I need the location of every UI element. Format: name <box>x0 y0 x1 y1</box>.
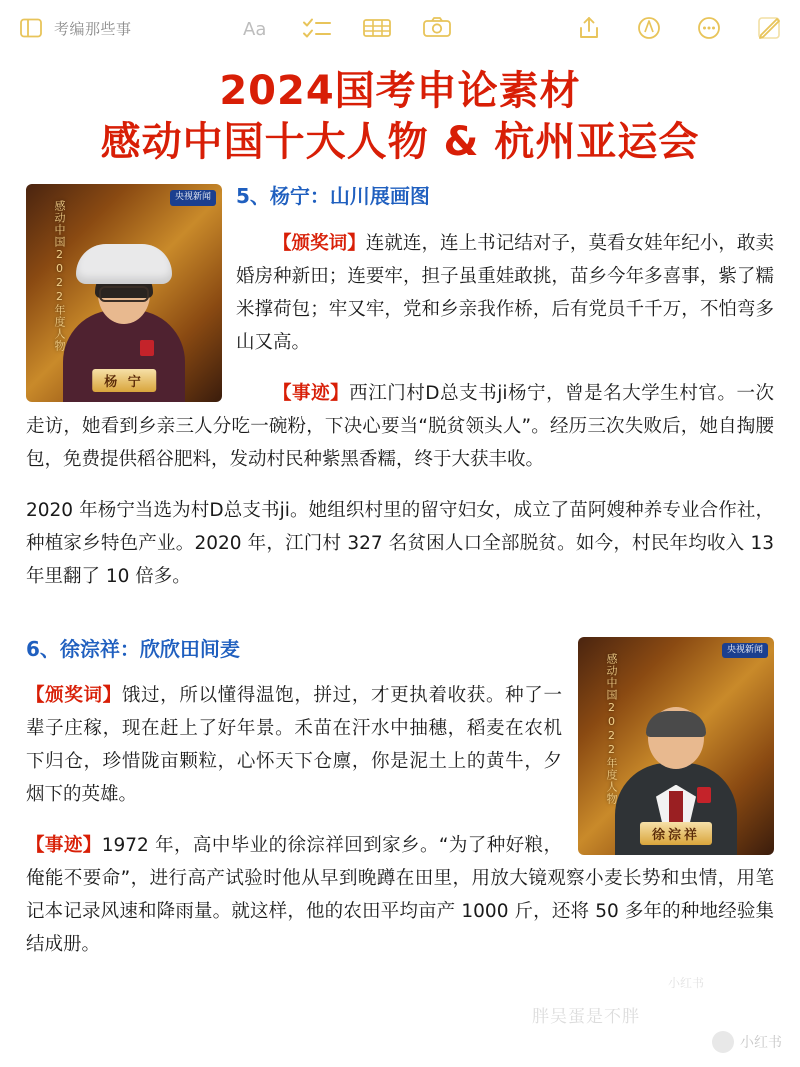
portrait-hair <box>646 711 706 737</box>
text-format-icon[interactable] <box>242 15 268 41</box>
toolbar-right-group <box>576 15 782 41</box>
section-heading-6: 6、徐淙祥：欣欣田间麦 <box>26 636 240 661</box>
watermark-small: 小红书 <box>667 976 704 990</box>
deeds-text-6: 1972 年，高中毕业的徐淙祥回到家乡。“为了种好粮，俺能不要命”，进行高产试验时他从早到晚蹲在田里，用放大镜观察小麦长势和虫情，用笔记本记录风速和降雨量。就这样，他的农田平均亩产 1000 斤，还将 50 多年的种地经验集结成册。 <box>26 835 774 956</box>
watermark-brand <box>712 1031 782 1053</box>
section-xu-congxiang <box>26 633 774 981</box>
compose-icon[interactable] <box>756 15 782 41</box>
more-options-icon[interactable] <box>696 15 722 41</box>
watermark-avatar-icon <box>712 1031 734 1053</box>
document-title[interactable]: 考编那些事 <box>54 20 132 38</box>
award-vertical-text: 感动中国2022年度人物 <box>605 652 618 805</box>
app-toolbar <box>0 0 800 56</box>
deeds-label-6: 【事迹】 <box>26 835 102 857</box>
award-label-5: 【颁奖词】 <box>273 232 366 254</box>
share-icon[interactable] <box>576 15 602 41</box>
page-title-line-1: 2024国考申论素材 <box>219 68 581 114</box>
watermark-author: 胖吴蛋是不胖 <box>532 1007 640 1027</box>
checklist-icon[interactable] <box>302 15 328 41</box>
toolbar-left-group <box>18 15 132 41</box>
section-heading-5: 5、杨宁：山川展画图 <box>236 184 430 209</box>
document-body <box>0 174 800 980</box>
portrait-figure-yang-ning <box>26 184 222 402</box>
camera-icon[interactable] <box>422 15 448 41</box>
portrait-name-plate: 杨 宁 <box>92 369 156 392</box>
portrait-figure-xu-congxiang <box>578 637 774 855</box>
award-text-6: 饿过，所以懂得温饱，拼过，才更执着收获。种了一辈子庄稼，现在赶上了好年景。禾苗在汗水中抽穗，稻麦在农机下归仓，珍惜陇亩颗粒，心怀天下仓廪，你是泥土上的黄牛，夕烟下的英雄。 <box>26 685 562 805</box>
sidebar-toggle-icon[interactable] <box>18 15 44 41</box>
award-label-6: 【颁奖词】 <box>26 685 122 707</box>
portrait-name-plate: 徐淙祥 <box>640 822 712 845</box>
table-icon[interactable] <box>362 15 388 41</box>
award-vertical-text: 感动中国2022年度人物 <box>53 200 66 353</box>
paragraph-extra-5: 2020 年杨宁当选为村D总支书ji。她组织村里的留守妇女，成立了苗阿嫂种养专业合作社，种植家乡特色产业。2020 年，江门村 327 名贫困人口全部脱贫。如今，村民年均收入 13 年里翻了 10 倍多。 <box>26 500 774 588</box>
markup-pen-icon[interactable] <box>636 15 662 41</box>
portrait-badge <box>697 787 711 803</box>
svg-text:Aa: Aa <box>242 19 266 40</box>
section-yang-ning <box>26 180 774 612</box>
award-text-5: 连就连，连上书记结对子，莫看女娃年纪小，敢卖婚房种新田；连要牢，担子虽重娃敢挑，苗乡今年多喜事，紫了糯米撑荷包；牢又牢，党和乡亲我作桥，后有党员千千万，不怕弯多山又高。 <box>236 232 774 353</box>
toolbar-middle-group <box>242 15 448 41</box>
deeds-text-5: 西江门村D总支书ji杨宁，曾是名大学生村官。一次走访，她看到乡亲三人分吃一碗粉，下决心要当“脱贫领头人”。经历三次失败后，她自掏腰包，免费提供稻谷肥料，发动村民种紫黑香糯，终于大获丰收。 <box>26 383 774 470</box>
cctv-news-badge: 央视新闻 <box>170 190 216 206</box>
portrait-glasses <box>99 286 149 302</box>
page-title-line-2: 感动中国十大人物 & 杭州亚运会 <box>100 119 700 166</box>
cctv-news-badge: 央视新闻 <box>722 643 768 659</box>
portrait-headdress <box>76 244 172 284</box>
portrait-badge <box>140 340 154 356</box>
watermark-brand-label: 小红书 <box>740 1035 782 1051</box>
deeds-label-5: 【事迹】 <box>273 383 350 405</box>
page-title <box>0 56 800 174</box>
